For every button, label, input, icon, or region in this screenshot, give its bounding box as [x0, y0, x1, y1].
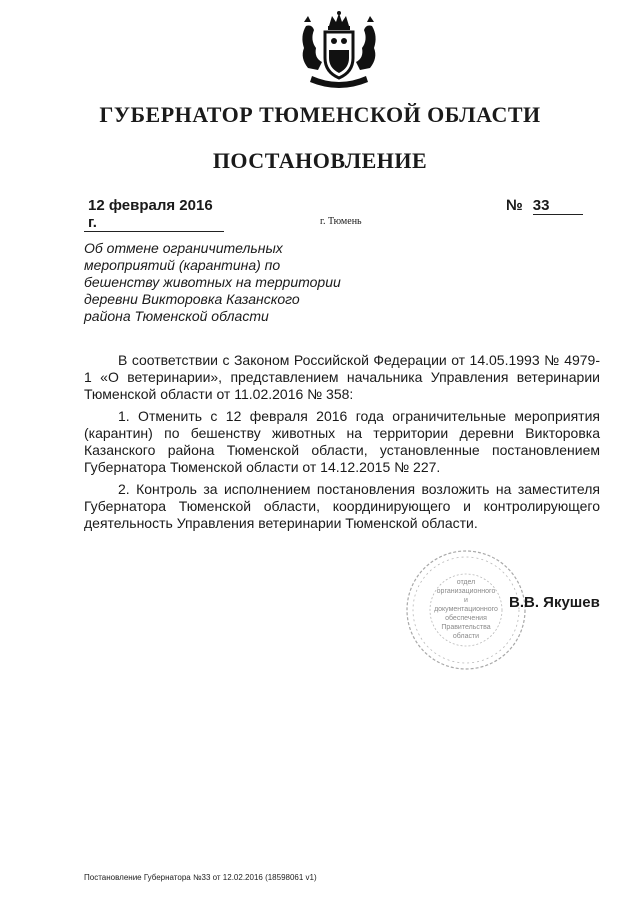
footer-reference: Постановление Губернатора №33 от 12.02.2016 (18598061 v1)	[84, 873, 317, 882]
subject-line: Об отмене ограничительных	[84, 240, 283, 256]
preamble-paragraph: В соответствии с Законом Российской Федерации от 14.05.1993 № 4979-1 «О ветеринарии», представлением начальника Управления ветеринарии Тюменской области от 11.02.2016 № 358:	[84, 352, 600, 402]
document-number-field	[506, 197, 583, 215]
subject-line: бешенству животных на территории	[84, 274, 341, 290]
document-body	[84, 352, 600, 537]
stamp-line: отдел	[456, 579, 476, 586]
document-number: 33	[533, 197, 583, 215]
item-paragraph-2: 2. Контроль за исполнением постановления возложить на заместителя Губернатора Тюменской области, координирующего и контролирующего деятельность Управления ветеринарии Тюменской области.	[84, 481, 600, 531]
item-paragraph-1: 1. Отменить с 12 февраля 2016 года ограничительные мероприятия (карантин) по бешенству животных на территории деревни Викторовка Казанского района Тюменской области, установленные постановлением Губернатора Тюменской области от 14.12.2015 № 227.	[84, 408, 600, 475]
stamp-line: документационного	[434, 606, 498, 613]
document-city: г. Тюмень	[320, 216, 362, 227]
stamp-line: организационного	[436, 588, 496, 595]
number-sign: №	[506, 197, 523, 214]
stamp-line: и	[464, 597, 468, 604]
subject-line: района Тюменской области	[84, 308, 269, 324]
document-type: ПОСТАНОВЛЕНИЕ	[212, 148, 428, 173]
stamp-line: области	[452, 633, 480, 640]
issuing-authority: ГУБЕРНАТОР ТЮМЕНСКОЙ ОБЛАСТИ	[99, 102, 541, 127]
stamp-line: обеспечения	[445, 615, 487, 622]
document-date: 12 февраля 2016 г.	[84, 197, 224, 232]
subject-line: мероприятий (карантина) по	[84, 257, 281, 273]
stamp-line: Правительства	[441, 624, 491, 631]
subject-line: деревни Викторовка Казанского	[84, 291, 300, 307]
document-subject	[84, 240, 374, 325]
coat-of-arms-icon	[296, 10, 382, 90]
signatory-name: В.В. Якушев	[509, 594, 600, 611]
